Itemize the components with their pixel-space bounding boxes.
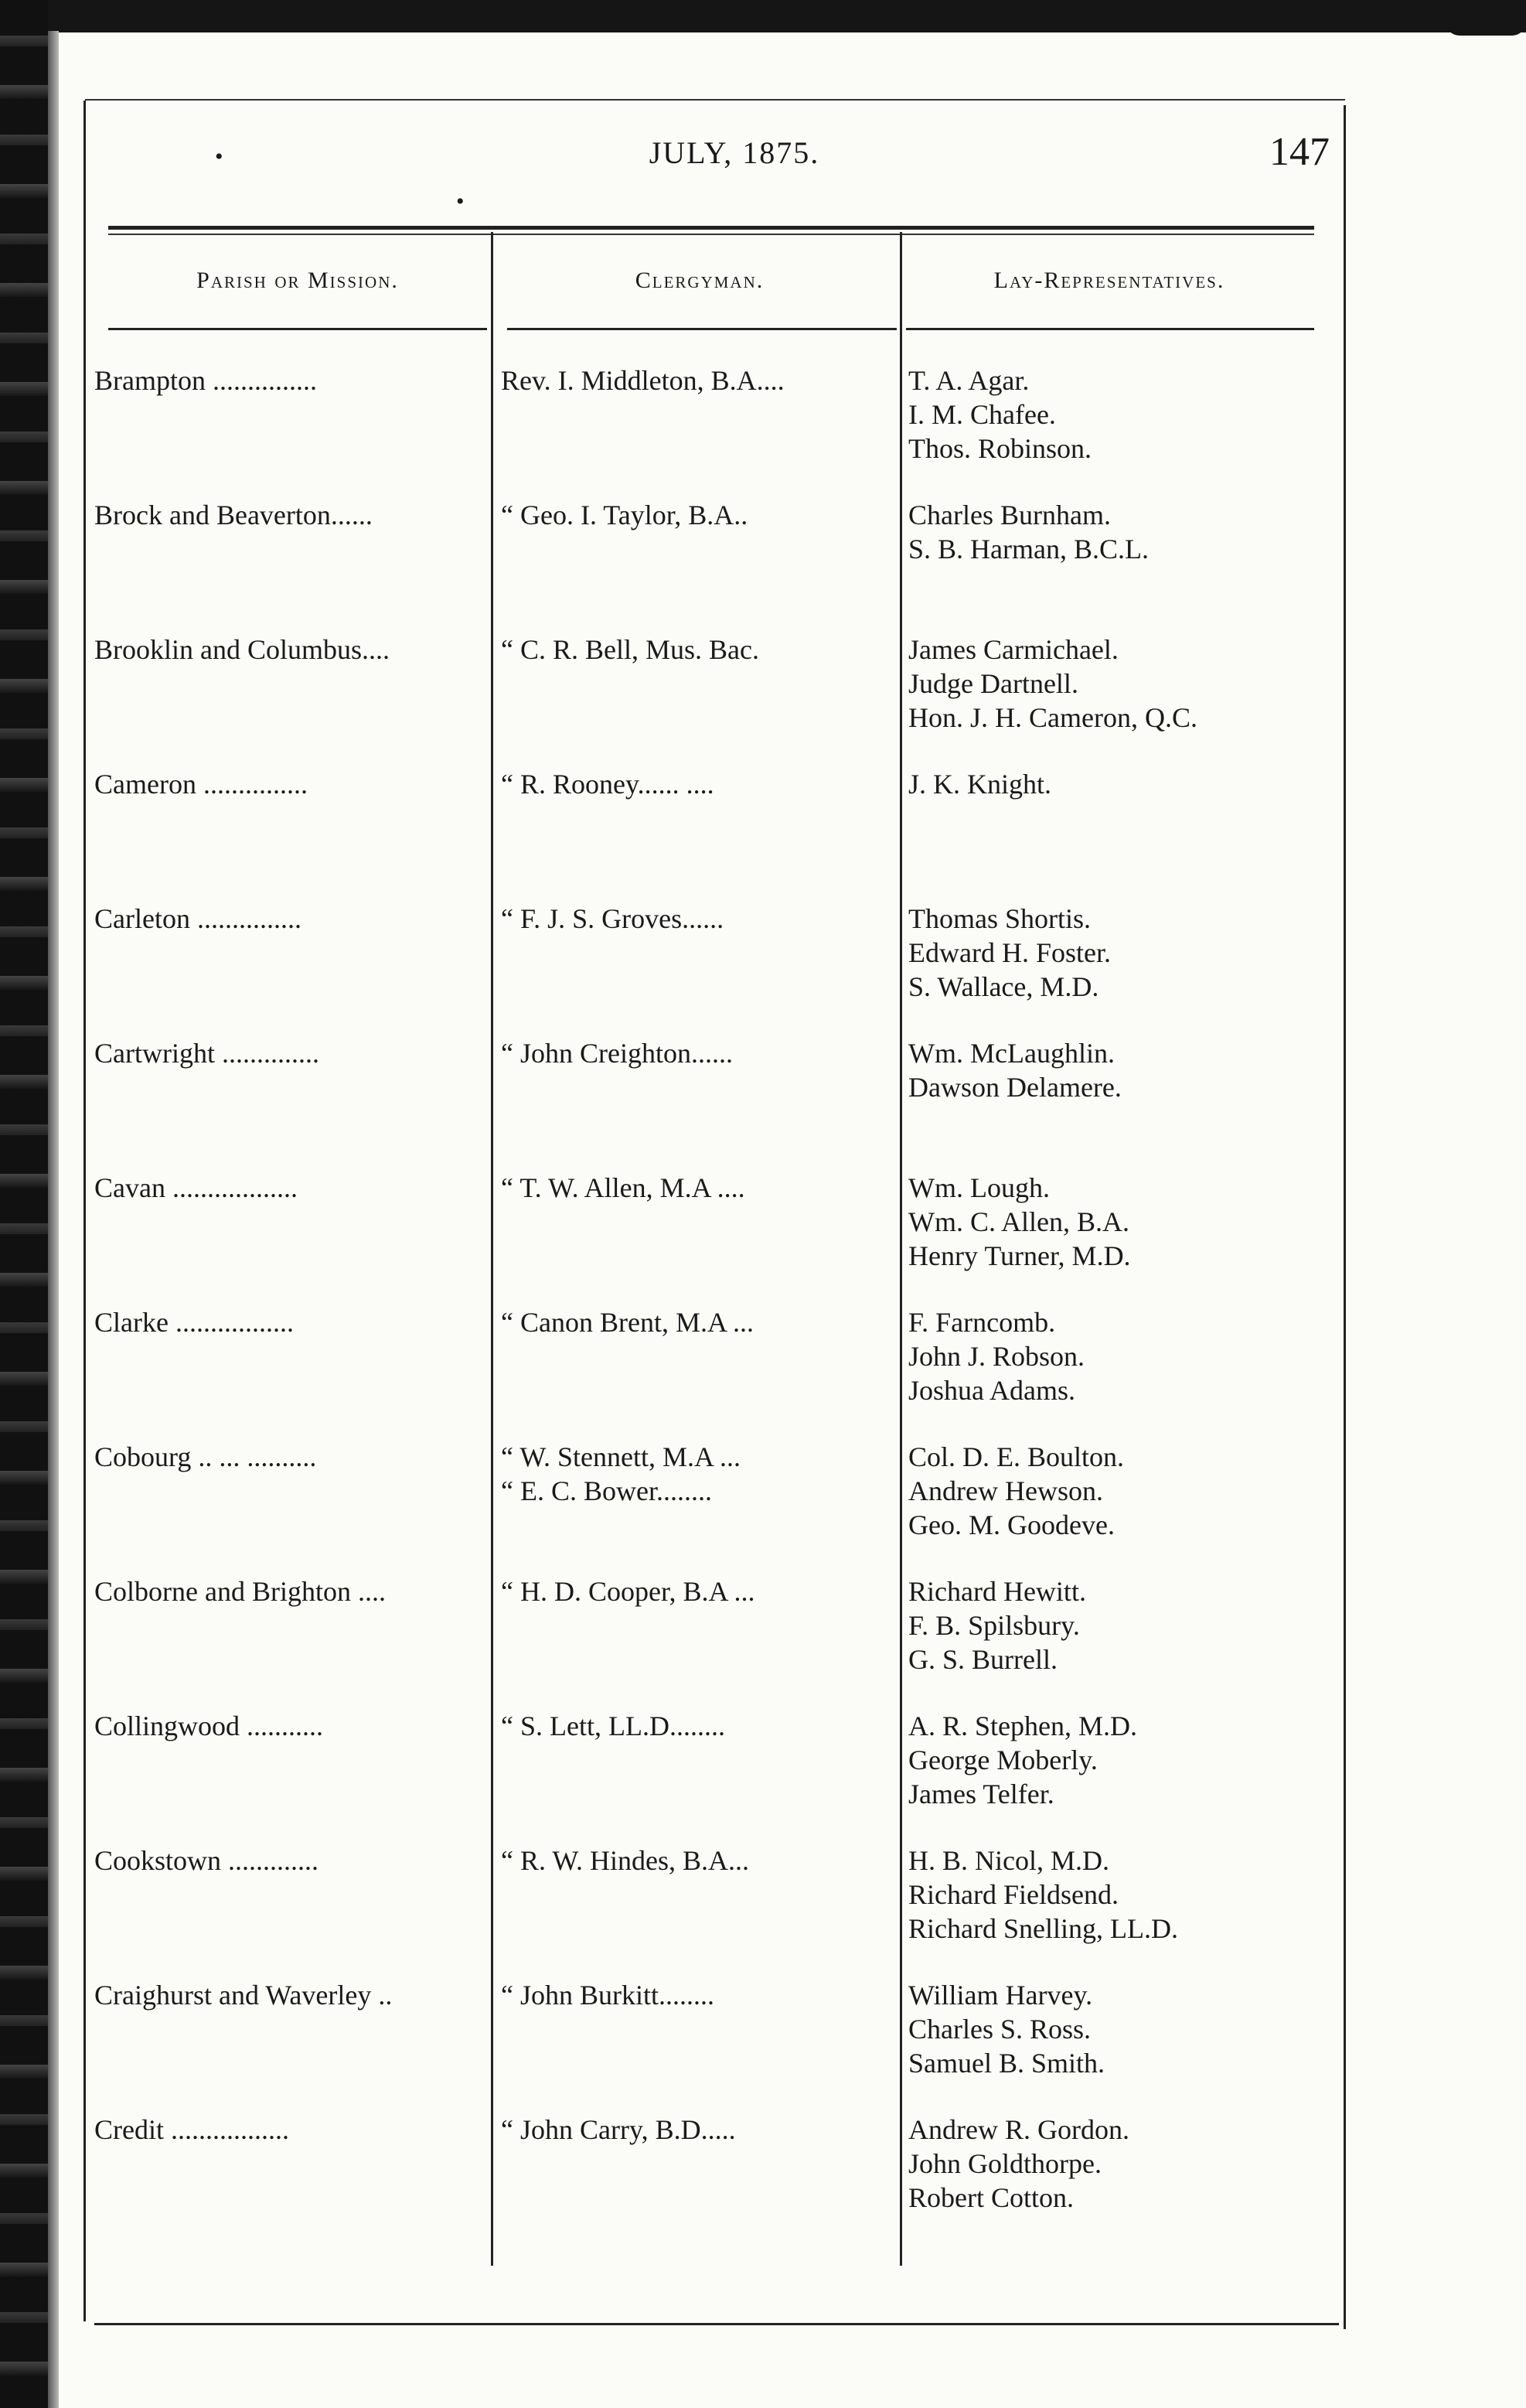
page-number: 147 xyxy=(1269,130,1330,174)
lay-representatives-cell xyxy=(908,1844,1326,1946)
lay-representative-name: Richard Hewitt. xyxy=(908,1576,1086,1607)
lay-representative-name: Geo. M. Goodeve. xyxy=(908,1509,1115,1540)
lay-representatives-cell xyxy=(908,1036,1326,1104)
page-heading: JULY, 1875. xyxy=(649,135,820,170)
clergyman-cell xyxy=(501,633,897,667)
lay-representative-name: George Moberly. xyxy=(908,1745,1098,1775)
lay-representative-name: Thos. Robinson. xyxy=(908,433,1092,464)
lay-representative-name: F. Farncomb. xyxy=(908,1307,1056,1338)
clergyman-cell xyxy=(501,767,897,801)
clergyman-cell xyxy=(501,1171,897,1205)
table-row xyxy=(0,1574,1526,1706)
table-row xyxy=(0,1978,1526,2110)
lay-representative-name: William Harvey. xyxy=(908,1980,1093,2011)
table-row xyxy=(0,2113,1526,2244)
clergyman-name: “ F. J. S. Groves...... xyxy=(501,903,724,934)
lay-representative-name: Richard Snelling, LL.D. xyxy=(908,1913,1178,1944)
clergyman-name: “ S. Lett, LL.D........ xyxy=(501,1710,725,1741)
lay-representative-name: A. R. Stephen, M.D. xyxy=(908,1710,1137,1741)
column-header-parish: Parish or Mission. xyxy=(196,268,399,293)
lay-representatives-cell xyxy=(908,2113,1326,2215)
clergyman-name: “ John Burkitt........ xyxy=(501,1980,714,2011)
table-row xyxy=(0,633,1526,764)
lay-representative-name: John J. Robson. xyxy=(908,1341,1085,1372)
lay-representatives-cell xyxy=(908,498,1326,566)
lay-representative-name: Col. D. E. Boulton. xyxy=(908,1441,1125,1472)
parish-name: Collingwood ........... xyxy=(94,1710,324,1741)
parish-name: Clarke ................. xyxy=(94,1307,294,1338)
column-header-clergyman: Clergyman. xyxy=(635,268,765,293)
table-row xyxy=(0,1709,1526,1840)
clergyman-cell xyxy=(501,2113,897,2147)
clergyman-cell xyxy=(501,498,897,532)
parish-name: Carleton ............... xyxy=(94,903,301,934)
lay-representative-name: Judge Dartnell. xyxy=(908,668,1078,699)
lay-representative-name: Wm. C. Allen, B.A. xyxy=(908,1206,1129,1237)
lay-representative-name: G. S. Burrell. xyxy=(908,1644,1058,1675)
table-row xyxy=(0,1440,1526,1571)
lay-representative-name: Wm. McLaughlin. xyxy=(908,1038,1115,1069)
page-frame-top xyxy=(85,99,1345,101)
lay-representative-name: Robert Cotton. xyxy=(908,2182,1074,2213)
table-row xyxy=(0,1171,1526,1302)
clergyman-name: “ R. W. Hindes, B.A... xyxy=(501,1845,750,1876)
lay-representatives-cell xyxy=(908,363,1326,466)
clergyman-name: Rev. I. Middleton, B.A.... xyxy=(501,365,785,396)
lay-representative-name: Joshua Adams. xyxy=(908,1375,1075,1406)
clergyman-cell xyxy=(501,1305,897,1339)
lay-representative-name: T. A. Agar. xyxy=(908,365,1030,396)
clergyman-name: “ R. Rooney...... .... xyxy=(501,769,714,800)
lay-representative-name: Richard Fieldsend. xyxy=(908,1879,1119,1910)
lay-representative-name: Thomas Shortis. xyxy=(908,903,1092,934)
header-dot: • xyxy=(215,144,223,169)
page-frame-bottom xyxy=(94,2323,1339,2325)
parish-name: Cobourg .. ... .......... xyxy=(94,1441,317,1472)
clergyman-name: “ Geo. I. Taylor, B.A.. xyxy=(501,500,748,530)
clergyman-name: “ John Creighton...... xyxy=(501,1038,733,1069)
clergyman-name: “ Canon Brent, M.A ... xyxy=(501,1307,754,1338)
column-header-rule xyxy=(906,328,1314,330)
lay-representative-name: S. Wallace, M.D. xyxy=(908,971,1099,1002)
parish-name: Craighurst and Waverley .. xyxy=(94,1980,393,2011)
parish-name: Brooklin and Columbus.... xyxy=(94,634,390,665)
lay-representative-name: F. B. Spilsbury. xyxy=(908,1610,1080,1641)
clergyman-name: “ H. D. Cooper, B.A ... xyxy=(501,1576,755,1607)
lay-representative-name: Dawson Delamere. xyxy=(908,1072,1122,1103)
table-row xyxy=(0,498,1526,629)
clergyman-cell xyxy=(501,1709,897,1743)
lay-representative-name: Wm. Lough. xyxy=(908,1172,1050,1203)
scan-corner-shadow xyxy=(1446,8,1526,36)
scan-top-border xyxy=(0,0,1526,32)
header-dot: • xyxy=(456,189,465,214)
clergyman-name: “ T. W. Allen, M.A .... xyxy=(501,1172,745,1203)
clergyman-name: “ C. R. Bell, Mus. Bac. xyxy=(501,634,759,665)
lay-representative-name: Hon. J. H. Cameron, Q.C. xyxy=(908,702,1197,733)
lay-representatives-cell xyxy=(908,1574,1326,1676)
header-rule xyxy=(108,226,1314,230)
lay-representative-name: Samuel B. Smith. xyxy=(908,2048,1105,2079)
lay-representatives-cell xyxy=(908,1440,1326,1542)
clergyman-cell xyxy=(501,363,897,397)
table-row xyxy=(0,363,1526,495)
parish-name: Colborne and Brighton .... xyxy=(94,1576,386,1607)
column-header-lay-representatives: Lay-Representatives. xyxy=(993,268,1225,293)
lay-representative-name: H. B. Nicol, M.D. xyxy=(908,1845,1109,1876)
lay-representative-name: Edward H. Foster. xyxy=(908,937,1111,968)
lay-representatives-cell xyxy=(908,1171,1326,1273)
lay-representatives-cell xyxy=(908,1978,1326,2080)
clergyman-name: “ W. Stennett, M.A ... xyxy=(501,1441,741,1472)
lay-representatives-cell xyxy=(908,767,1326,801)
lay-representatives-cell xyxy=(908,633,1326,735)
clergyman-cell xyxy=(501,1036,897,1070)
lay-representative-name: Andrew R. Gordon. xyxy=(908,2114,1129,2145)
clergyman-cell xyxy=(501,1574,897,1608)
lay-representative-name: Henry Turner, M.D. xyxy=(908,1240,1131,1271)
clergyman-cell xyxy=(501,1440,897,1508)
parish-name: Cavan .................. xyxy=(94,1172,298,1203)
lay-representative-name: I. M. Chafee. xyxy=(908,399,1056,430)
lay-representative-name: S. B. Harman, B.C.L. xyxy=(908,534,1149,564)
lay-representative-name: J. K. Knight. xyxy=(908,769,1052,800)
clergyman-cell xyxy=(501,1844,897,1878)
clergyman-cell xyxy=(501,1978,897,2012)
header-rule xyxy=(108,234,1314,235)
table-row xyxy=(0,1305,1526,1437)
table-row xyxy=(0,1844,1526,1975)
lay-representative-name: Andrew Hewson. xyxy=(908,1475,1103,1506)
parish-name: Credit ................. xyxy=(94,2114,289,2145)
column-header-rule xyxy=(507,328,897,330)
table-row xyxy=(0,767,1526,899)
parish-name: Brock and Beaverton...... xyxy=(94,500,373,530)
table-row xyxy=(0,1036,1526,1168)
lay-representative-name: James Telfer. xyxy=(908,1779,1054,1809)
clergyman-name: “ E. C. Bower........ xyxy=(501,1475,712,1506)
lay-representative-name: James Carmichael. xyxy=(908,634,1119,665)
clergyman-cell xyxy=(501,902,897,936)
parish-name: Cartwright .............. xyxy=(94,1038,319,1069)
parish-name: Brampton ............... xyxy=(94,365,317,396)
lay-representative-name: John Goldthorpe. xyxy=(908,2148,1102,2179)
table-row xyxy=(0,902,1526,1033)
column-header-rule xyxy=(108,328,487,330)
lay-representatives-cell xyxy=(908,1305,1326,1407)
parish-name: Cameron ............... xyxy=(94,769,308,800)
clergyman-name: “ John Carry, B.D..... xyxy=(501,2114,736,2145)
lay-representative-name: Charles Burnham. xyxy=(908,500,1111,530)
lay-representatives-cell xyxy=(908,1709,1326,1811)
lay-representatives-cell xyxy=(908,902,1326,1004)
parish-name: Cookstown ............. xyxy=(94,1845,319,1876)
lay-representative-name: Charles S. Ross. xyxy=(908,2014,1092,2045)
